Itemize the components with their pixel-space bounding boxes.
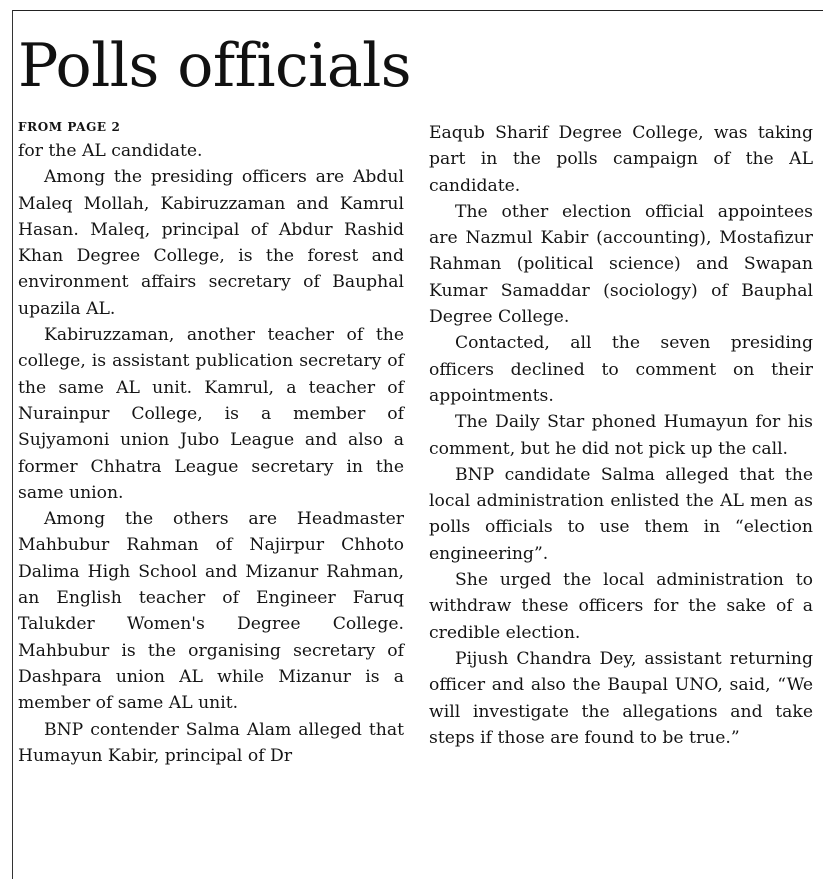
paragraph: BNP candidate Salma alleged that the local administration enlisted the AL men as polls officials to use them in “election engineering”. bbox=[429, 464, 813, 564]
paragraph: for the AL candidate. bbox=[18, 141, 203, 161]
paragraph: Eaqub Sharif Degree College, was taking part in the polls campaign of the AL candidate. bbox=[429, 123, 813, 196]
article-column-right bbox=[429, 120, 813, 751]
paragraph: Among the others are Headmaster Mahbubur Rahman of Najirpur Chhoto Dalima High School and Mizanur Rahman, an English teacher of Engineer Faruq Talukder Women's Degree College. Mahbubur is the organising secretary of Dashpara union AL while Mizanur is a member of same AL unit. bbox=[18, 509, 404, 714]
headline: Polls officials bbox=[18, 31, 412, 101]
paragraph: Among the presiding officers are Abdul Maleq Mollah, Kabiruzzaman and Kamrul Hasan. Maleq, principal of Abdur Rashid Khan Degree College, is the forest and environment affairs secretary of Bauphal upazila AL. bbox=[18, 167, 404, 319]
paragraph: The other election official appointees are Nazmul Kabir (accounting), Mostafizur Rahman (political science) and Swapan Kumar Samaddar (sociology) of Bauphal Degree College. bbox=[429, 201, 813, 328]
paragraph: Kabiruzzaman, another teacher of the college, is assistant publication secretary of the same AL unit. Kamrul, a teacher of Nurainpur College, is a member of Sujyamoni union Jubo League and also a former Chhatra League secretary in the same union. bbox=[18, 325, 404, 503]
top-rule bbox=[12, 10, 823, 11]
left-border-rule bbox=[12, 10, 13, 879]
paragraph: Contacted, all the seven presiding officers declined to comment on their appointments. bbox=[429, 333, 813, 406]
article-column-left bbox=[18, 118, 404, 769]
paragraph: She urged the local administration to withdraw these officers for the sake of a credible election. bbox=[429, 570, 813, 643]
continuation-label: FROM PAGE 2 bbox=[18, 120, 121, 134]
paragraph: BNP contender Salma Alam alleged that Humayun Kabir, principal of Dr bbox=[18, 719, 404, 766]
paragraph: The Daily Star phoned Humayun for his comment, but he did not pick up the call. bbox=[429, 412, 813, 459]
paragraph: Pijush Chandra Dey, assistant returning officer and also the Baupal UNO, said, “We will investigate the allegations and take steps if those are found to be true.” bbox=[429, 648, 813, 748]
